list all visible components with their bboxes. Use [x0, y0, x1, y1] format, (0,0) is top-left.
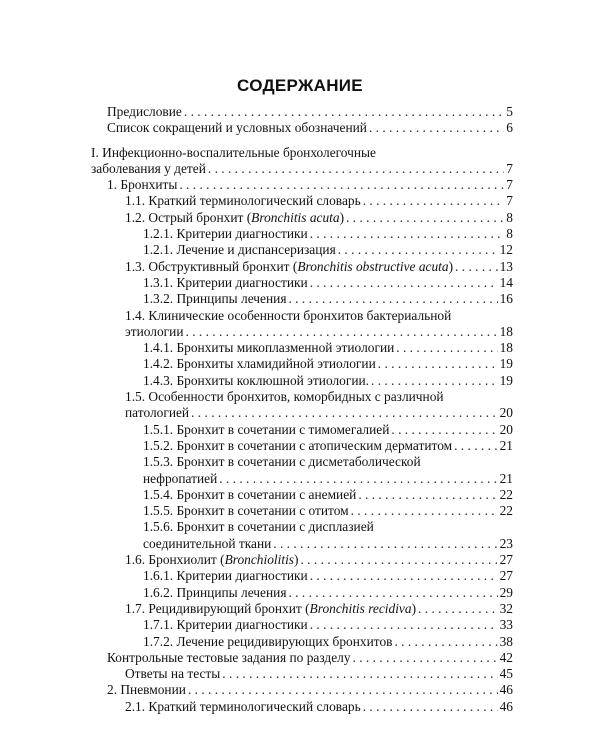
toc-page-number: 18: [499, 323, 513, 339]
toc-page-number: 14: [499, 274, 513, 290]
toc-entry-text: 1.7.2. Лечение рецидивирующих бронхитов: [143, 633, 393, 649]
toc-entry[interactable]: [0, 275, 600, 291]
toc-entry-text: 1.5. Особенности бронхитов, коморбидных с различной: [125, 389, 444, 405]
toc-entry-text: 1.6.2. Принципы лечения: [143, 584, 287, 600]
toc-page-number: 42: [499, 649, 513, 665]
toc-entry[interactable]: [0, 308, 600, 341]
toc-entry-text: [125, 259, 453, 275]
toc-entry-text-part: 1.2. Острый бронхит (: [125, 209, 252, 225]
toc-entry[interactable]: [0, 634, 600, 650]
toc-entry-text: 1.4.3. Бронхиты коклюшной этиологии.: [143, 372, 370, 388]
toc-page-number: 7: [506, 177, 513, 193]
toc-leader-dots: [346, 210, 504, 226]
toc-entry[interactable]: [0, 422, 600, 438]
toc-entry-text: 1.4. Клинические особенности бронхитов бактериальной: [125, 307, 452, 323]
toc-leader-dots: [396, 340, 497, 356]
toc-entry[interactable]: [0, 193, 600, 209]
toc-leader-dots: [222, 666, 497, 682]
toc-entry-text: 1. Бронхиты: [107, 177, 178, 193]
toc-leader-dots: [363, 699, 498, 715]
toc-entry-text-part: ): [411, 600, 417, 616]
toc-entry[interactable]: [0, 454, 600, 487]
toc-entry[interactable]: [0, 650, 600, 666]
toc-entry[interactable]: [0, 210, 600, 226]
toc-leader-dots: [454, 438, 498, 454]
toc-entry[interactable]: [0, 682, 600, 698]
toc-entry[interactable]: [0, 699, 600, 715]
toc-page-number: 27: [499, 552, 513, 568]
toc-page-number: 16: [499, 291, 513, 307]
toc-entry-text: 1.1. Краткий терминологический словарь: [125, 193, 361, 209]
toc-page-number: 19: [499, 356, 513, 372]
toc-entry-text: 1.3.2. Принципы лечения: [143, 291, 287, 307]
toc-entry[interactable]: [0, 617, 600, 633]
toc-entry-text: Ответы на тесты: [125, 666, 221, 682]
toc-page-number: 32: [499, 600, 513, 616]
toc-page-number: 5: [506, 104, 513, 119]
toc-entry-text: 2.1. Краткий терминологический словарь: [125, 698, 361, 714]
toc-entry[interactable]: [0, 145, 600, 178]
toc-entry-text: 1.5.4. Бронхит в сочетании с анемией: [143, 486, 357, 502]
toc-entry-text: 1.4.1. Бронхиты микоплазменной этиологии: [143, 340, 395, 356]
toc-leader-dots: [455, 259, 498, 275]
toc-entry[interactable]: [0, 291, 600, 307]
toc-leader-dots: [363, 193, 505, 209]
toc-entry-text: Список сокращений и условных обозначений: [107, 120, 367, 136]
toc-page-number: 7: [506, 193, 513, 209]
toc-leader-dots: [351, 503, 498, 519]
toc-leader-dots: [208, 161, 504, 177]
toc-leader-dots: [371, 373, 498, 389]
toc-entry-text: 1.2.1. Лечение и диспансеризация: [143, 242, 336, 258]
toc-entry-text: 1.5.1. Бронхит в сочетании с тимомегалией: [143, 421, 390, 437]
toc-entry-text-part: ): [448, 258, 454, 274]
toc-entry-text: 1.7.1. Критерии диагностики: [143, 617, 308, 633]
page-title: СОДЕРЖАНИЕ: [237, 76, 363, 95]
toc-page-number: 20: [499, 405, 513, 421]
toc-leader-dots: [418, 601, 498, 617]
toc-page-number: 20: [499, 421, 513, 437]
toc-entry[interactable]: [0, 389, 600, 422]
toc-page-number: 7: [506, 160, 513, 176]
toc-leader-dots: [378, 356, 498, 372]
toc-entry-text: Контрольные тестовые задания по разделу: [107, 649, 351, 665]
toc-entry-text: заболевания у детей: [91, 160, 206, 176]
toc-leader-dots: [219, 471, 497, 487]
toc-leader-dots: [394, 634, 497, 650]
toc-entry[interactable]: [0, 177, 600, 193]
toc-entry[interactable]: [0, 356, 600, 372]
toc-entry-text: 1.6.1. Критерии диагностики: [143, 568, 308, 584]
table-of-contents: [0, 104, 600, 715]
toc-entry[interactable]: [0, 487, 600, 503]
toc-entry-text: 1.4.2. Бронхиты хламидийной этиологии: [143, 356, 376, 372]
toc-entry-text: Предисловие: [107, 104, 182, 119]
toc-entry-text-part: 1.6. Бронхиолит (: [125, 552, 225, 568]
toc-entry-text-part: ): [339, 209, 345, 225]
toc-entry-text-part: 1.3. Обструктивный бронхит (: [125, 258, 298, 274]
toc-leader-dots: [353, 650, 498, 666]
toc-entry-text: этиологии: [125, 323, 184, 339]
toc-entry[interactable]: [0, 438, 600, 454]
toc-entry-text: 1.5.6. Бронхит в сочетании с дисплазией: [143, 519, 374, 535]
toc-leader-dots: [288, 291, 497, 307]
toc-entry-latin-term: Bronchitis obstructive acuta: [297, 258, 449, 274]
toc-entry[interactable]: [0, 585, 600, 601]
toc-entry[interactable]: [0, 552, 600, 568]
toc-page-number: 22: [499, 486, 513, 502]
toc-entry[interactable]: [0, 666, 600, 682]
toc-page-number: 8: [506, 209, 513, 225]
toc-entry[interactable]: [0, 373, 600, 389]
toc-page-number: 6: [506, 120, 513, 136]
toc-entry[interactable]: [0, 568, 600, 584]
toc-entry[interactable]: [0, 259, 600, 275]
toc-page-number: 13: [499, 258, 513, 274]
toc-entry-latin-term: Bronchitis acuta: [251, 209, 340, 225]
toc-page-number: 27: [499, 568, 513, 584]
toc-leader-dots: [310, 275, 498, 291]
toc-leader-dots: [191, 405, 498, 421]
toc-leader-dots: [288, 585, 497, 601]
toc-page-number: 8: [506, 226, 513, 242]
toc-page-number: 22: [499, 503, 513, 519]
toc-entry-text: [125, 552, 298, 568]
toc-page-number: 38: [499, 633, 513, 649]
toc-leader-dots: [310, 226, 505, 242]
toc-page-number: 18: [499, 340, 513, 356]
toc-leader-dots: [273, 536, 497, 552]
toc-leader-dots: [179, 177, 503, 193]
toc-entry-text: 1.5.2. Бронхит в сочетании с атопическим дерматитом: [143, 437, 453, 453]
toc-page-number: 21: [499, 470, 513, 486]
toc-page-number: 46: [499, 682, 513, 698]
toc-page-number: 19: [499, 372, 513, 388]
toc-entry-text: соединительной ткани: [143, 535, 272, 551]
toc-leader-dots: [338, 242, 498, 258]
toc-page-number: 33: [499, 617, 513, 633]
toc-page-number: 29: [499, 584, 513, 600]
toc-leader-dots: [184, 104, 504, 120]
toc-leader-dots: [310, 568, 498, 584]
toc-page-number: 46: [499, 698, 513, 714]
toc-page-number: 45: [499, 666, 513, 682]
toc-entry[interactable]: [0, 503, 600, 519]
toc-entry[interactable]: [0, 104, 600, 120]
toc-entry[interactable]: [0, 226, 600, 242]
toc-entry[interactable]: [0, 120, 600, 136]
toc-leader-dots: [310, 617, 498, 633]
toc-entry[interactable]: [0, 242, 600, 258]
toc-entry-text: патологией: [125, 405, 190, 421]
toc-page-number: 21: [499, 437, 513, 453]
toc-entry-text: I. Инфекционно-воспалительные бронхолегочные: [91, 144, 376, 160]
toc-leader-dots: [391, 422, 497, 438]
toc-entry-text: 1.5.5. Бронхит в сочетании с отитом: [143, 503, 349, 519]
toc-entry[interactable]: [0, 519, 600, 552]
toc-entry-text: [125, 601, 416, 617]
toc-entry-text: [125, 210, 344, 226]
toc-entry-text: 1.2.1. Критерии диагностики: [143, 226, 308, 242]
toc-entry-text: 1.5.3. Бронхит в сочетании с дисметаболической: [143, 454, 421, 470]
toc-leader-dots: [300, 552, 497, 568]
toc-entry-text-part: 1.7. Рецидивирующий бронхит (: [125, 600, 310, 616]
toc-page-number: 23: [499, 535, 513, 551]
toc-entry-text: 1.3.1. Критерии диагностики: [143, 274, 308, 290]
toc-leader-dots: [358, 487, 497, 503]
toc-entry-latin-term: Bronchiolitis: [224, 552, 295, 568]
toc-entry-text: нефропатией: [143, 470, 218, 486]
toc-page-number: 12: [499, 242, 513, 258]
toc-entry-text-part: ): [294, 552, 299, 568]
toc-entry[interactable]: [0, 601, 600, 617]
toc-leader-dots: [188, 682, 498, 698]
toc-entry-latin-term: Bronchitis recidiva: [309, 600, 412, 616]
toc-leader-dots: [186, 324, 498, 340]
toc-entry[interactable]: [0, 340, 600, 356]
toc-leader-dots: [369, 120, 504, 136]
toc-entry-text: 2. Пневмонии: [107, 682, 186, 698]
